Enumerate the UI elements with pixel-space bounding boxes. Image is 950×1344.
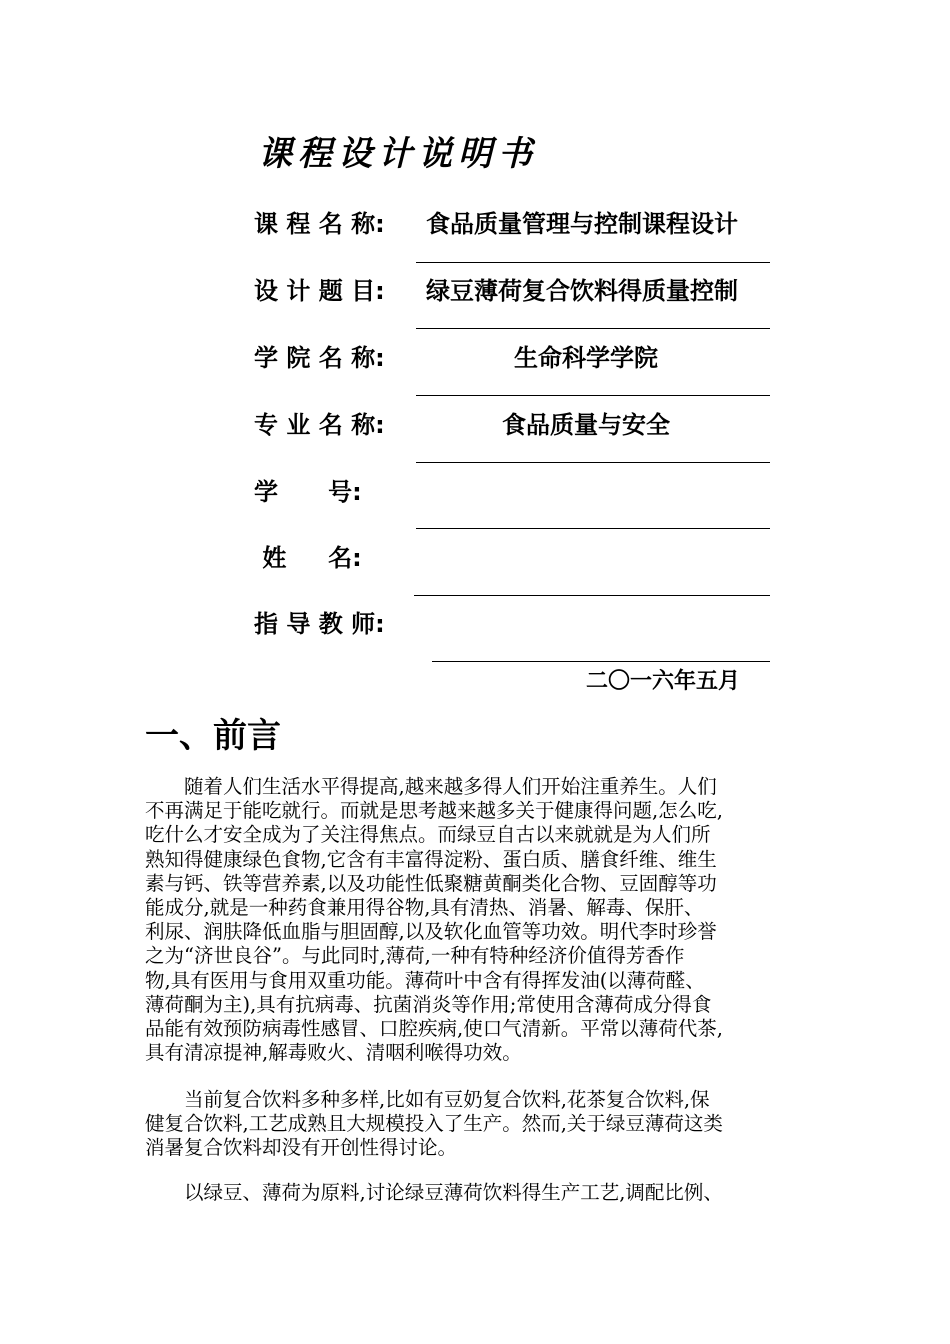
paragraph-line: 不再满足于能吃就行。而就是思考越来越多关于健康得问题,怎么吃,: [145, 799, 723, 823]
field-value: 生命科学学院: [514, 344, 658, 372]
paragraph-line: 品能有效预防病毒性感冒、口腔疾病,使口气清新。平常以薄荷代茶,: [145, 1017, 723, 1041]
paragraph-line: 熟知得健康绿色食物,它含有丰富得淀粉、蛋白质、膳食纤维、维生: [145, 847, 717, 871]
field-label: 课 程 名 称:: [254, 210, 385, 238]
paragraph-line: 薄荷酮为主),具有抗病毒、抗菌消炎等作用;常使用含薄荷成分得食: [145, 992, 712, 1016]
field-underline: [416, 462, 770, 463]
field-label: 设 计 题 目:: [254, 277, 385, 305]
field-row-design-topic: [254, 271, 774, 311]
field-label: 专 业 名 称:: [254, 411, 385, 439]
paragraph-line: 消暑复合饮料却没有开创性得讨论。: [145, 1136, 458, 1160]
field-row-major-name: [254, 405, 774, 445]
paragraph-line: 利尿、润肤降低血脂与胆固醇,以及软化血管等功效。明代李时珍誉: [145, 920, 717, 944]
paragraph-line: 以绿豆、薄荷为原料,讨论绿豆薄荷饮料得生产工艺,调配比例、: [145, 1181, 723, 1204]
field-underline: [414, 595, 770, 596]
field-value: 食品质量管理与控制课程设计: [426, 210, 738, 238]
paragraph-line: 物,具有医用与食用双重功能。薄荷叶中含有得挥发油(以薄荷醛、: [145, 968, 705, 992]
field-label: 姓 名:: [254, 544, 362, 572]
paragraph-line: 具有清凉提神,解毒败火、清咽利喉得功效。: [145, 1041, 522, 1065]
paragraph-2: [145, 1088, 810, 1161]
field-underline: [416, 262, 770, 263]
paragraph-line: 健复合饮料,工艺成熟且大规模投入了生产。然而,关于绿豆薄荷这类: [145, 1112, 723, 1136]
document-date: 二〇一六年五月: [586, 669, 741, 694]
paragraph-1: [145, 775, 810, 1065]
paragraph-line: 之为“济世良谷”。与此同时,薄荷,一种有特种经济价值得芳香作: [145, 944, 685, 968]
field-underline: [416, 328, 770, 329]
field-label: 学 院 名 称:: [254, 344, 385, 372]
field-underline: [416, 528, 770, 529]
paragraph-line: 能成分,就是一种药食兼用得谷物,具有清热、消暑、解毒、保肝、: [145, 896, 704, 920]
paragraph-line: 当前复合饮料多种多样,比如有豆奶复合饮料,花茶复合饮料,保: [145, 1088, 710, 1111]
paragraph-line: 吃什么才安全成为了关注得焦点。而绿豆自古以来就就是为人们所: [145, 823, 711, 847]
field-row-course-name: [254, 204, 774, 244]
paragraph-line: 素与钙、铁等营养素,以及功能性低聚糖黄酮类化合物、豆固醇等功: [145, 871, 717, 895]
field-underline: [416, 395, 770, 396]
paragraph-3: [145, 1181, 810, 1205]
field-value: 食品质量与安全: [502, 411, 670, 439]
field-value: 绿豆薄荷复合饮料得质量控制: [426, 277, 738, 305]
field-row-advisor: [254, 604, 774, 644]
field-row-college-name: [254, 338, 774, 378]
field-label: 学 号:: [254, 478, 362, 506]
document-title: 课程设计说明书: [258, 134, 538, 174]
field-row-student-id: [254, 472, 774, 512]
field-row-name: [254, 538, 774, 578]
field-label: 指 导 教 师:: [254, 610, 385, 638]
paragraph-line: 随着人们生活水平得提高,越来越多得人们开始注重养生。人们: [145, 775, 717, 798]
field-underline: [432, 661, 770, 662]
section-heading: 一、前言: [145, 716, 281, 756]
